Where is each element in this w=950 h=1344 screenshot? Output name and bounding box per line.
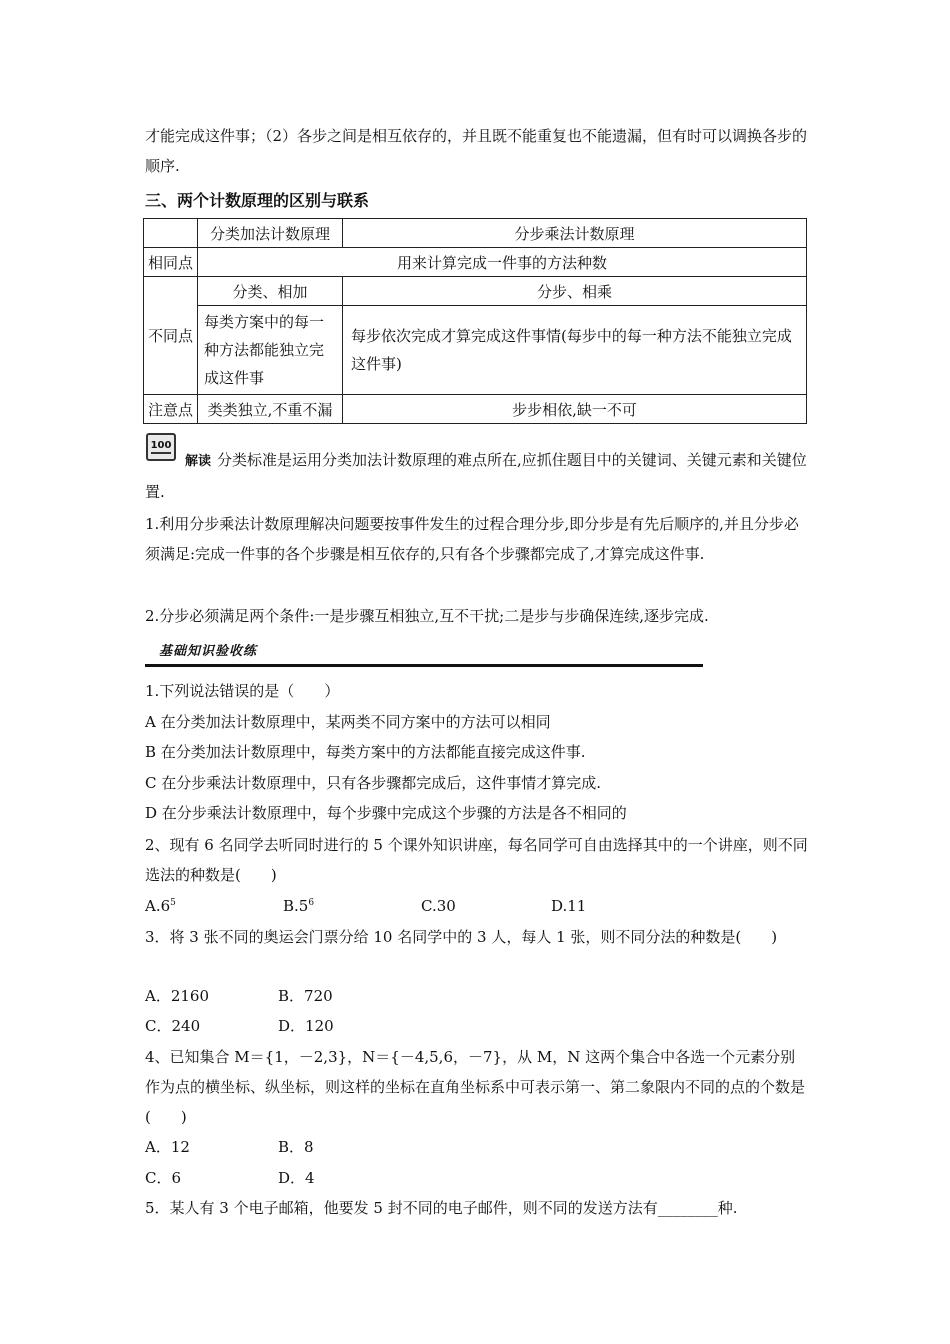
note-mul: 步步相依,缺一不可 [343,395,807,424]
q3-options-row2 [145,1011,810,1041]
q2-stem: 2、现有 6 名同学去听同时进行的 5 个课外知识讲座，每名同学可自由选择其中的一个讲座，则不同选法的种数是( ) [145,836,808,884]
table-corner-cell [144,219,198,248]
comparison-table [143,218,807,424]
q4-options-row2 [145,1163,810,1193]
q1-option-a: A 在分类加法计数原理中，某两类不同方案中的方法可以相同 [145,713,551,731]
interpretation-tag: 解读 [185,454,212,469]
diff-mul-long: 每步依次完成才算完成这件事情(每步中的每一种方法不能独立完成这件事) [343,306,807,395]
q2-options [145,891,810,921]
q5-stem: 5．某人有 3 个电子邮箱，他要发 5 封不同的电子邮件，则不同的发送方法有________种. [145,1199,738,1217]
practice-banner-title: 基础知识验收练 [159,644,258,659]
interpretation-paragraph [145,445,810,507]
table-header-row [144,219,807,248]
diff-add-long: 每类方案中的每一种方法都能独立完成这件事 [198,306,343,395]
diff-add-short: 分类、相加 [198,277,343,306]
q3-option-c: C．240 [145,1017,201,1035]
row-label-diff: 不同点 [144,277,198,395]
q3-option-d: D．120 [278,1017,334,1035]
q4-option-c: C．6 [145,1169,182,1187]
header-multiplication: 分步乘法计数原理 [343,219,807,248]
table-row-diff-long [144,306,807,395]
diff-mul-short: 分步、相乘 [343,277,807,306]
q1-option-d: D 在分步乘法计数原理中，每个步骤中完成这个步骤的方法是各不相同的 [145,804,627,822]
table-row-same [144,248,807,277]
q1-option-c: C 在分步乘法计数原理中，只有各步骤都完成后，这件事情才算完成. [145,774,602,792]
q3-option-a: A．2160 [145,987,210,1005]
q4-option-a: A．12 [145,1138,190,1156]
header-addition: 分类加法计数原理 [198,219,343,248]
q4-option-b: B．8 [278,1138,314,1156]
table-row-diff-short [144,277,807,306]
intro-paragraph: 才能完成这件事；（2）各步之间是相互依存的，并且既不能重复也不能遗漏，但有时可以调换各步的顺序. [145,127,808,175]
row-label-note: 注意点 [144,395,198,424]
row-label-same: 相同点 [144,248,198,277]
practice-banner [145,640,705,668]
note-2: 2.分步必须满足两个条件:一是步骤互相独立,互不干扰;二是步与步确保连续,逐步完成. [145,607,709,625]
q2-option-d: D.11 [551,897,587,915]
score-100-icon: 100 [146,433,176,461]
table-row-note [144,395,807,424]
q3-option-b: B．720 [278,987,333,1005]
q4-options-row1 [145,1132,810,1162]
q2-option-a: $A.6^5$ [145,897,176,915]
q1-stem: 1.下列说法错误的是（ ） [145,682,340,700]
q1-option-b: B 在分类加法计数原理中，每类方案中的方法都能直接完成这件事. [145,743,586,761]
section-title: 三、两个计数原理的区别与联系 [145,191,370,210]
note-add: 类类独立,不重不漏 [198,395,343,424]
q3-stem: 3．将 3 张不同的奥运会门票分给 10 名同学中的 3 人，每人 1 张，则不同分法的种数是( ) [145,928,778,946]
q2-option-b: $B.5^6$ [283,897,315,915]
note-1: 1.利用分步乘法计数原理解决问题要按事件发生的过程合理分步,即分步是有先后顺序的,并且分步必须满足:完成一件事的各个步骤是相互依存的,只有各个步骤都完成了,才算完成这件事. [145,515,799,563]
banner-divider [145,664,703,667]
interpretation-text: 分类标准是运用分类加法计数原理的难点所在,应抓住题目中的关键词、关键元素和关键位置. [145,451,807,501]
q3-options-row1 [145,981,810,1011]
same-text: 用来计算完成一件事的方法种数 [198,248,807,277]
q4-option-d: D．4 [278,1169,315,1187]
q2-option-c: C.30 [421,897,456,915]
q4-stem: 4、已知集合 M＝{1，－2,3}，N＝{－4,5,6，－7}，从 M，N 这两个集合中各选一个元素分别作为点的横坐标、纵坐标，则这样的坐标在直角坐标系中可表示第一、第二象限内不同的点的个数是( ) [145,1048,806,1126]
